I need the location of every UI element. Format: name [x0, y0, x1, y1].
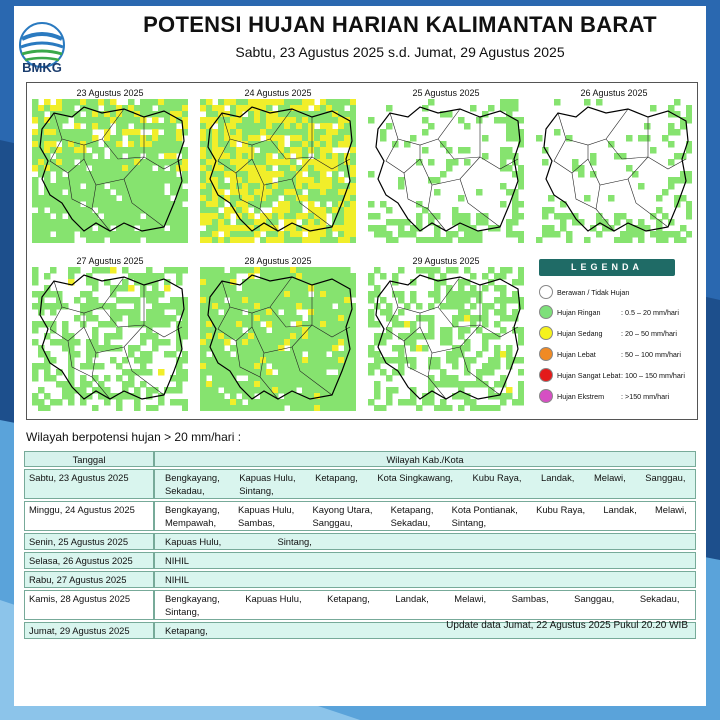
region-name: Sekadau, [639, 593, 680, 604]
map-panel [365, 85, 527, 245]
legend-swatch-icon [539, 285, 553, 299]
table-row [24, 469, 696, 499]
map-date: 24 Agustus 2025 [244, 88, 312, 98]
row-regions [154, 590, 696, 620]
legend-label: Hujan Lebat [557, 350, 596, 359]
region-name: Ketapang, [315, 472, 358, 483]
row-date: Senin, 25 Agustus 2025 [24, 533, 154, 550]
bmkg-logo-text: BMKG [22, 60, 62, 75]
row-date: Minggu, 24 Agustus 2025 [24, 501, 154, 531]
region-name: Sambas, [237, 517, 275, 528]
row-regions [154, 552, 696, 569]
row-regions [154, 501, 696, 531]
region-name: Sambas, [511, 593, 549, 604]
row-date: Selasa, 26 Agustus 2025 [24, 552, 154, 569]
region-name: Kayong Utara, [312, 504, 373, 515]
region-name: Sanggau, [574, 593, 615, 604]
row-date: Sabtu, 23 Agustus 2025 [24, 469, 154, 499]
region-name: Landak, [603, 504, 637, 515]
legend-range: : >150 mm/hari [621, 392, 670, 401]
rainfall-map [536, 99, 692, 243]
legend-label: Hujan Ringan [557, 308, 601, 317]
region-name: Sekadau, [165, 485, 205, 496]
legend-title: LEGENDA [539, 259, 675, 276]
rainfall-map [32, 99, 188, 243]
legend-swatch-icon [539, 347, 553, 361]
col-regions-header: Wilayah Kab./Kota [154, 451, 696, 467]
region-name: Sintang, [277, 536, 312, 547]
region-name: Kubu Raya, [472, 472, 522, 483]
map-date: 29 Agustus 2025 [412, 256, 480, 266]
map-panel [197, 85, 359, 245]
region-name: Sintang, [451, 517, 487, 528]
legend-range: : 0.5 – 20 mm/hari [621, 308, 679, 317]
region-name: Kapuas Hulu, [165, 536, 222, 547]
map-date: 23 Agustus 2025 [76, 88, 144, 98]
col-date-header: Tanggal [24, 451, 154, 467]
region-name: Ketapang, [165, 625, 208, 636]
legend-swatch-icon [539, 305, 553, 319]
table-row [24, 552, 696, 569]
table-row [24, 501, 696, 531]
row-date: Kamis, 28 Agustus 2025 [24, 590, 154, 620]
region-name: NIHIL [165, 574, 189, 585]
rain-regions-table [24, 449, 696, 641]
region-name: Melawi, [593, 472, 626, 483]
page-subtitle: Sabtu, 23 Agustus 2025 s.d. Jumat, 29 Agustus 2025 [235, 44, 565, 60]
rainfall-map [200, 267, 356, 411]
region-name: Ketapang, [327, 593, 370, 604]
map-date: 25 Agustus 2025 [412, 88, 480, 98]
region-name: Mempawah, [165, 517, 217, 528]
region-name: Sintang, [165, 606, 200, 617]
legend-swatch-icon [539, 389, 553, 403]
table-row [24, 590, 696, 620]
map-panel [533, 85, 695, 245]
rainfall-map [368, 267, 524, 411]
legend-swatch-icon [539, 326, 553, 340]
map-date: 28 Agustus 2025 [244, 256, 312, 266]
map-panel [365, 253, 527, 413]
region-name: Kapuas Hulu, [245, 593, 302, 604]
row-date: Jumat, 29 Agustus 2025 [24, 622, 154, 639]
map-panel [29, 253, 191, 413]
rainfall-map [32, 267, 188, 411]
rainfall-map [200, 99, 356, 243]
legend-range: : 20 – 50 mm/hari [621, 329, 677, 338]
forecast-map-grid [26, 82, 698, 420]
map-panel [197, 253, 359, 413]
legend-label: Hujan Sangat Lebat [557, 371, 621, 380]
legend-range: : 50 – 100 mm/hari [621, 350, 681, 359]
update-timestamp: Update data Jumat, 22 Agustus 2025 Pukul 20.20 WIB [446, 620, 688, 631]
region-name: Ketapang, [390, 504, 434, 515]
region-name: Sanggau, [312, 517, 353, 528]
table-row [24, 571, 696, 588]
region-name: Bengkayang, [165, 593, 220, 604]
map-date: 27 Agustus 2025 [76, 256, 144, 266]
legend-swatch-icon [539, 368, 553, 382]
map-legend [537, 255, 693, 415]
legend-label: Hujan Sedang [557, 329, 603, 338]
region-name: Kota Singkawang, [377, 472, 453, 483]
region-name: Kubu Raya, [536, 504, 586, 515]
region-name: Sekadau, [390, 517, 431, 528]
table-header-row [24, 451, 696, 467]
region-name: Sintang, [239, 485, 274, 496]
legend-label: Hujan Ekstrem [557, 392, 605, 401]
table-heading: Wilayah berpotensi hujan > 20 mm/hari : [26, 430, 242, 444]
row-date: Rabu, 27 Agustus 2025 [24, 571, 154, 588]
row-regions [154, 469, 696, 499]
region-name: Kapuas Hulu, [239, 472, 296, 483]
region-name: Kapuas Hulu, [237, 504, 295, 515]
region-name: Landak, [541, 472, 575, 483]
map-panel [29, 85, 191, 245]
row-regions [154, 571, 696, 588]
page-title: POTENSI HUJAN HARIAN KALIMANTAN BARAT [143, 12, 657, 37]
legend-label: Berawan / Tidak Hujan [557, 288, 630, 297]
rainfall-map [368, 99, 524, 243]
region-name: Landak, [395, 593, 429, 604]
region-name: Bengkayang, [165, 504, 220, 515]
map-date: 26 Agustus 2025 [580, 88, 648, 98]
region-name: Melawi, [654, 504, 687, 515]
region-name: Sanggau, [645, 472, 686, 483]
table-row [24, 533, 696, 550]
region-name: Melawi, [454, 593, 487, 604]
region-name: NIHIL [165, 555, 189, 566]
legend-range: : 100 – 150 mm/hari [621, 371, 685, 380]
row-regions [154, 533, 696, 550]
region-name: Kota Pontianak, [451, 504, 518, 515]
region-name: Bengkayang, [165, 472, 220, 483]
